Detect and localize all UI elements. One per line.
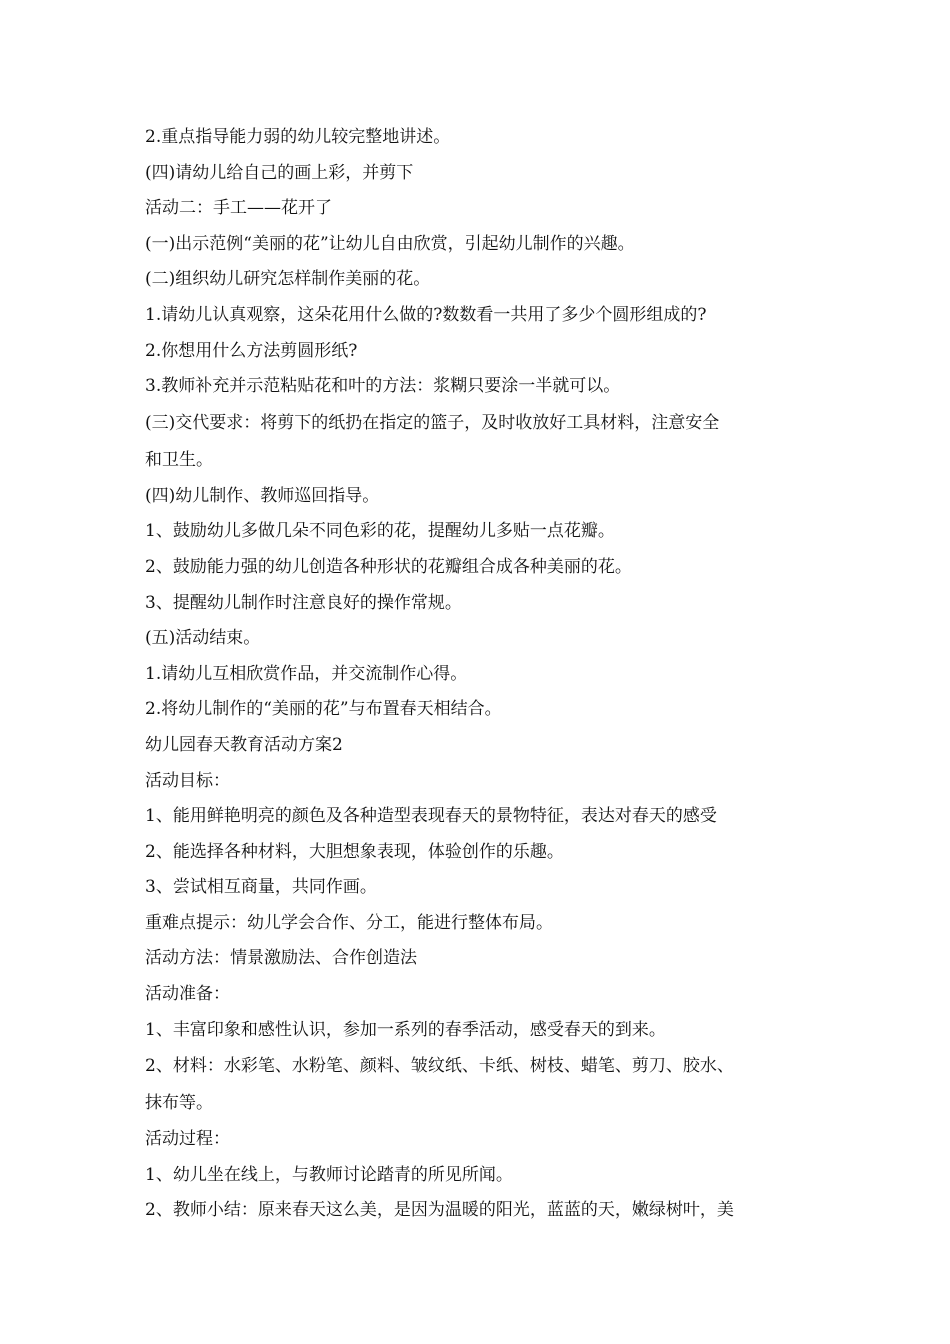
text-line: (四)幼儿制作、教师巡回指导。 [145,485,380,506]
text-line: 1.请幼儿认真观察，这朵花用什么做的?数数看一共用了多少个圆形组成的? [145,304,707,325]
text-line: 2.重点指导能力弱的幼儿较完整地讲述。 [145,127,451,147]
text-line: (五)活动结束。 [145,628,261,649]
text-line: 3、尝试相互商量，共同作画。 [145,877,377,898]
text-line: 1、能用鲜艳明亮的颜色及各种造型表现春天的景物特征，表达对春天的感受 [145,806,717,827]
text-line: 3.教师补充并示范粘贴花和叶的方法：浆糊只要涂一半就可以。 [145,376,621,397]
text-line: 2、能选择各种材料，大胆想象表现，体验创作的乐趣。 [145,841,564,862]
text-line: 1.请幼儿互相欣赏作品，并交流制作心得。 [145,663,468,684]
text-line: 2、教师小结：原来春天这么美，是因为温暖的阳光，蓝蓝的天，嫩绿树叶，美 [145,1200,734,1221]
text-line: 1、幼儿坐在线上，与教师讨论踏青的所见所闻。 [145,1164,513,1185]
text-line: 2、鼓励能力强的幼儿创造各种形状的花瓣组合成各种美丽的花。 [145,556,632,577]
text-line: 重难点提示：幼儿学会合作、分工，能进行整体布局。 [145,912,553,933]
section-heading: 活动二：手工——花开了 [145,198,332,219]
text-line: 抹布等。 [145,1093,213,1114]
text-line: (一)出示范例“美丽的花”让幼儿自由欣赏，引起幼儿制作的兴趣。 [145,233,635,254]
text-line: 1、鼓励幼儿多做几朵不同色彩的花，提醒幼儿多贴一点花瓣。 [145,521,615,542]
text-line: 2.将幼儿制作的“美丽的花”与布置春天相结合。 [145,699,502,720]
text-line: 1、丰富印象和感性认识，参加一系列的春季活动，感受春天的到来。 [145,1019,666,1040]
text-line: 2、材料：水彩笔、水粉笔、颜料、皱纹纸、卡纸、树枝、蜡笔、剪刀、胶水、 [145,1056,734,1077]
text-line: 活动过程： [145,1129,230,1150]
document-body [145,120,810,1229]
text-line: 3、提醒幼儿制作时注意良好的操作常规。 [145,592,462,613]
text-line: 2.你想用什么方法剪圆形纸? [145,340,358,361]
text-line: (三)交代要求：将剪下的纸扔在指定的篮子，及时收放好工具材料，注意安全 [145,412,720,433]
text-line: 活动准备： [145,984,230,1005]
section-heading: 幼儿园春天教育活动方案2 [145,734,343,755]
text-line: (四)请幼儿给自己的画上彩，并剪下 [145,162,414,183]
text-line: 活动目标： [145,770,230,791]
text-line: 活动方法：情景激励法、合作创造法 [145,948,417,969]
text-line: 和卫生。 [145,449,213,470]
text-line: (二)组织幼儿研究怎样制作美丽的花。 [145,269,431,290]
